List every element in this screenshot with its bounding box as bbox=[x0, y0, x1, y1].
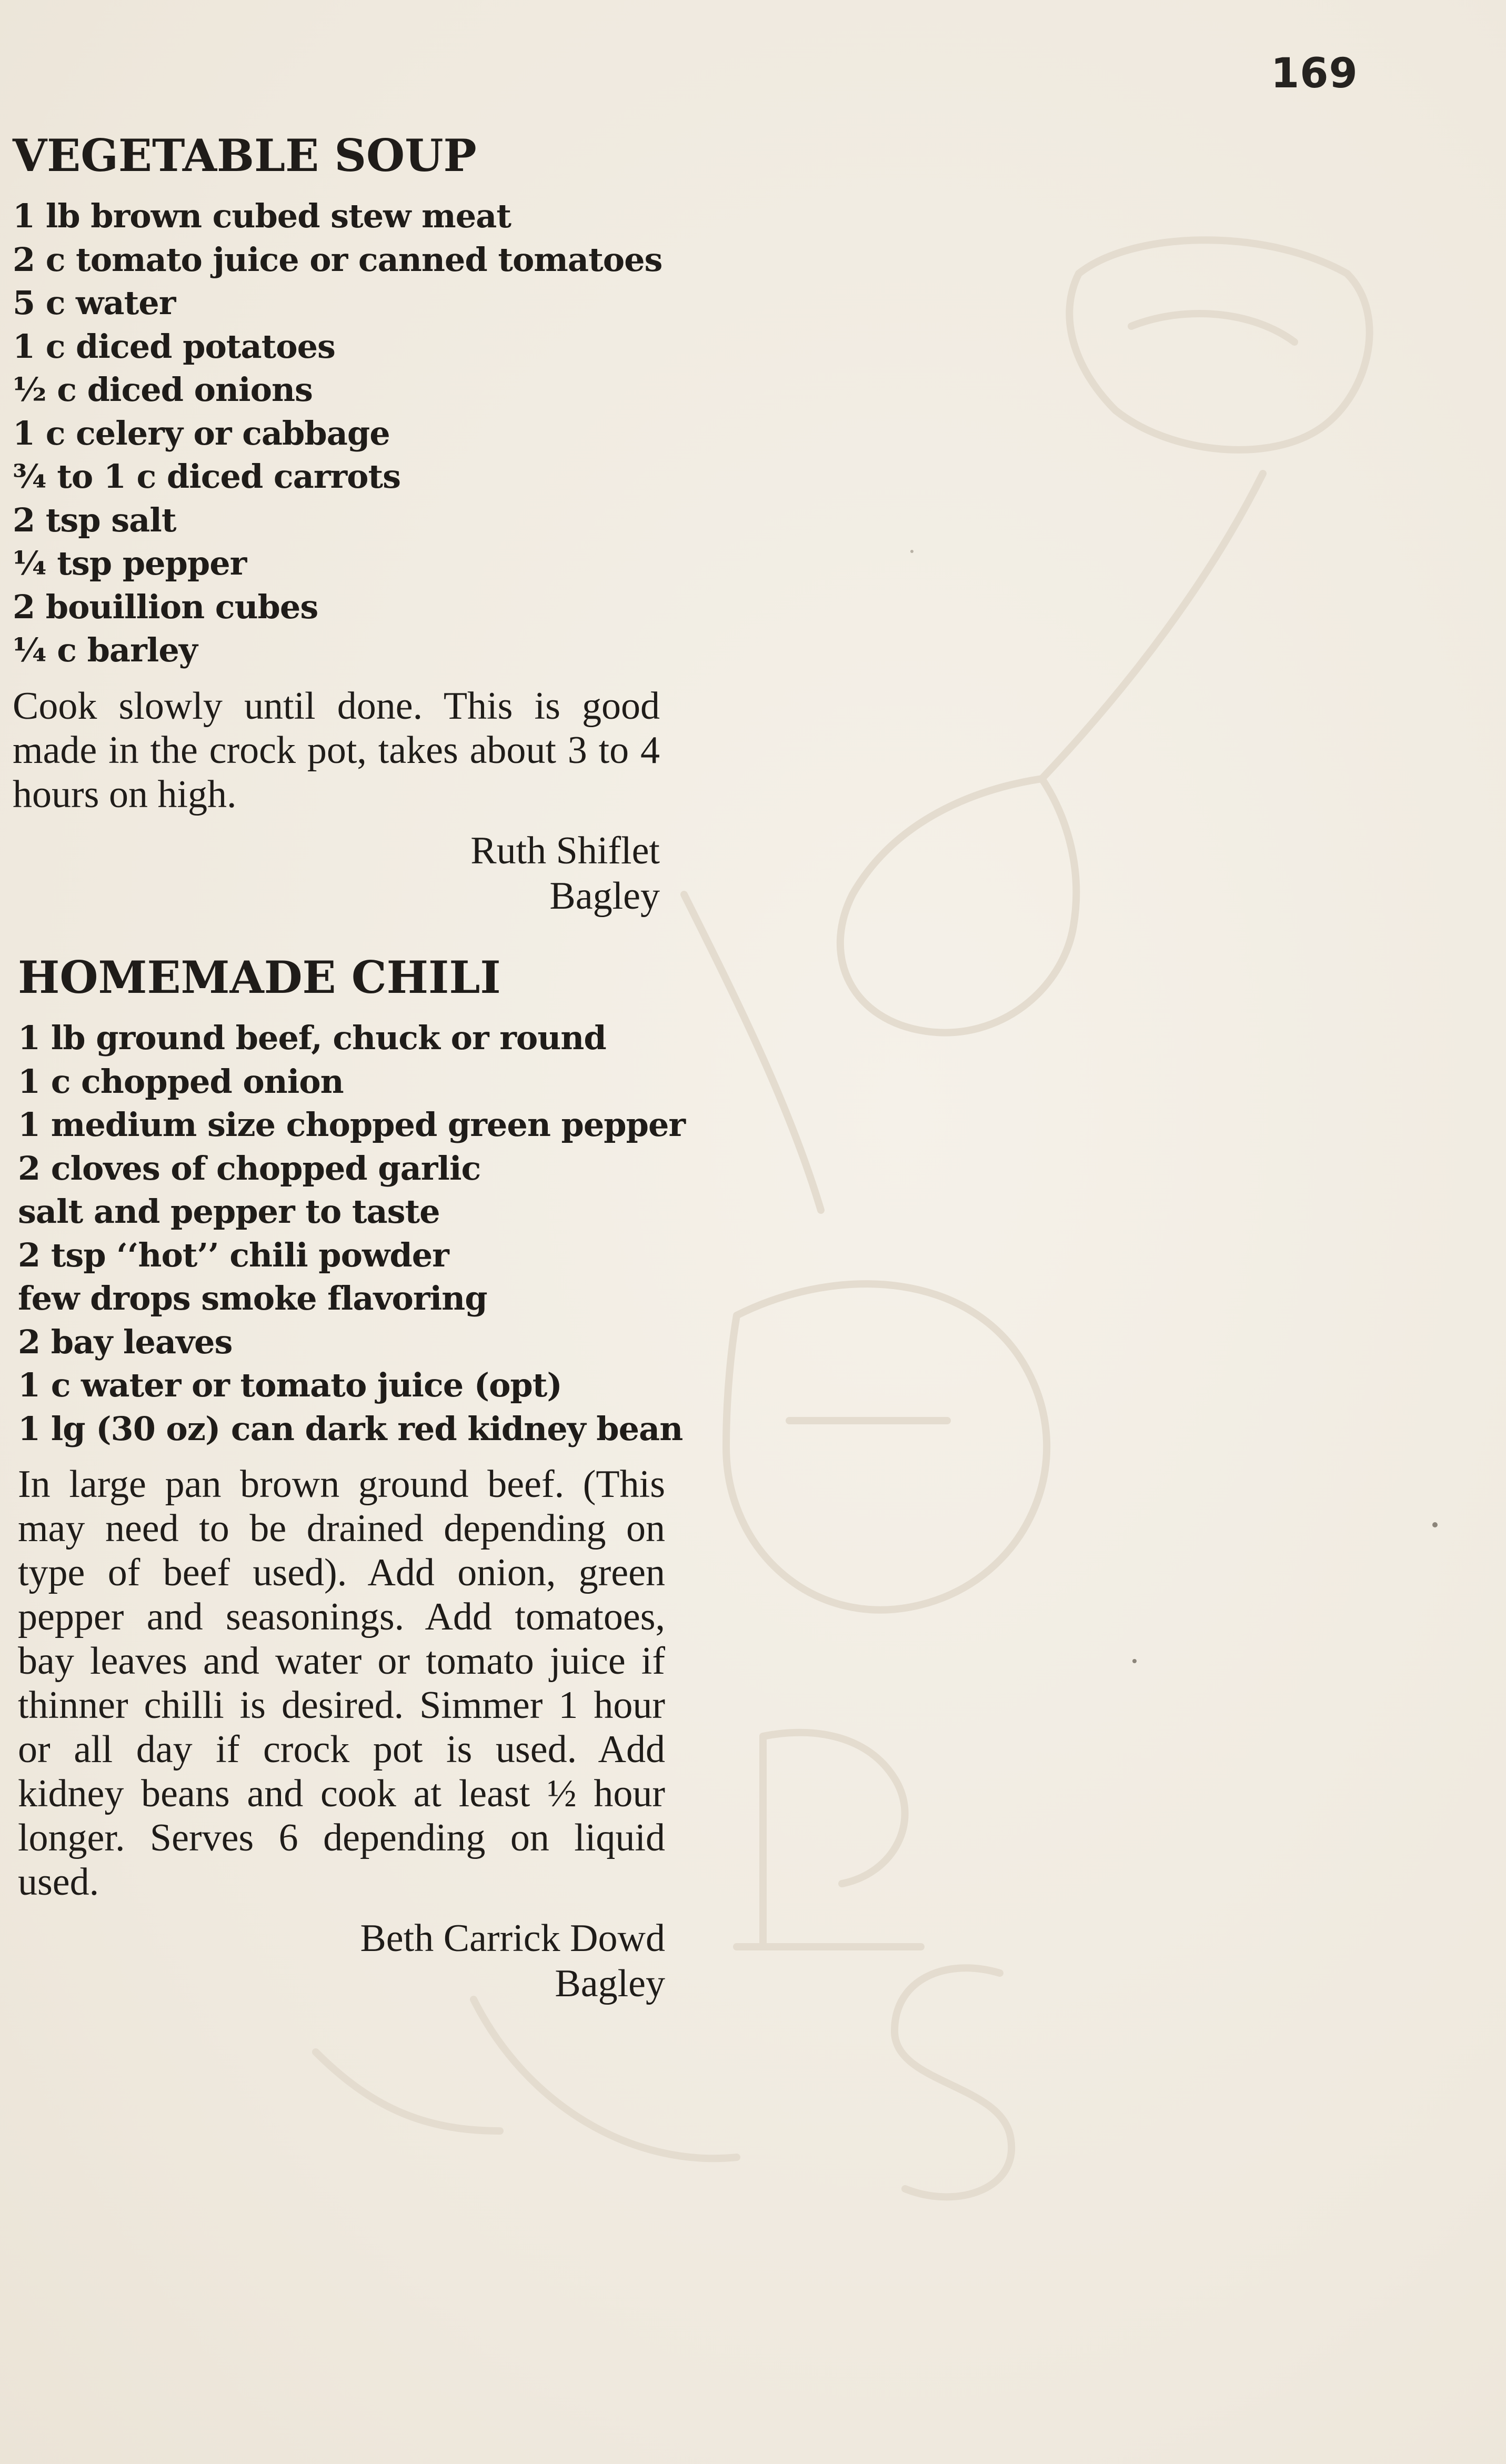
recipe-homemade-chili bbox=[18, 951, 686, 2006]
recipe-directions: In large pan brown ground beef. (This may need to be drained depending on type of beef used). Add onion, green pepper and seasonings. Add tomatoes, bay leaves and water or tomato juice if thinner chilli is desired. Simmer 1 hour or all day if crock pot is used. Add kidney beans and cook at least ½ hour longer. Serves 6 depending on liquid used. bbox=[18, 1463, 665, 1904]
recipe-location: Bagley bbox=[549, 874, 660, 918]
ingredient-item: 2 tsp ‘‘hot’’ chili powder bbox=[18, 1235, 449, 1274]
ingredient-item: 1 c chopped onion bbox=[18, 1062, 344, 1101]
recipe-directions: Cook slowly until done. This is good made in the crock pot, takes about 3 to 4 hours on high. bbox=[13, 684, 660, 816]
recipe-title: VEGETABLE SOUP bbox=[13, 129, 477, 182]
paper-speck bbox=[910, 550, 913, 553]
ingredient-item: 1 c diced potatoes bbox=[13, 327, 335, 366]
ingredient-item: 2 c tomato juice or canned tomatoes bbox=[13, 240, 662, 279]
ingredient-item: ½ c diced onions bbox=[13, 370, 313, 409]
ingredient-item: 1 lb ground beef, chuck or round bbox=[18, 1019, 606, 1058]
recipe-vegetable-soup bbox=[13, 129, 662, 919]
ingredient-item: 2 bouillion cubes bbox=[13, 587, 318, 626]
recipe-signature bbox=[13, 828, 660, 919]
ingredient-item: 1 lg (30 oz) can dark red kidney bean bbox=[18, 1409, 683, 1448]
ingredient-item: 1 c celery or cabbage bbox=[13, 414, 390, 452]
ingredient-item: 1 lb brown cubed stew meat bbox=[13, 197, 511, 236]
ingredient-list bbox=[18, 1017, 686, 1451]
ingredient-item: 2 bay leaves bbox=[18, 1322, 233, 1361]
ingredient-item: 5 c water bbox=[13, 284, 176, 323]
ingredient-item: 2 cloves of chopped garlic bbox=[18, 1149, 481, 1188]
ingredient-list bbox=[13, 195, 660, 672]
recipe-signature bbox=[18, 1916, 665, 2006]
ingredient-item: 1 medium size chopped green pepper bbox=[18, 1105, 686, 1144]
paper-speck bbox=[1132, 1659, 1137, 1663]
recipe-author: Ruth Shiflet bbox=[470, 829, 660, 872]
ingredient-item: 2 tsp salt bbox=[13, 500, 176, 539]
recipe-title: HOMEMADE CHILI bbox=[18, 951, 501, 1003]
recipe-location: Bagley bbox=[555, 1962, 665, 2006]
ingredient-item: 1 c water or tomato juice (opt) bbox=[18, 1366, 562, 1405]
paper-speck bbox=[1432, 1522, 1438, 1527]
ingredient-item: ¼ c barley bbox=[13, 631, 197, 670]
ingredient-item: ¾ to 1 c diced carrots bbox=[13, 457, 401, 496]
page-number: 169 bbox=[1271, 50, 1358, 97]
ingredient-item: ¼ tsp pepper bbox=[13, 544, 247, 583]
ingredient-item: few drops smoke flavoring bbox=[18, 1279, 487, 1318]
ingredient-item: salt and pepper to taste bbox=[18, 1192, 440, 1231]
recipe-author: Beth Carrick Dowd bbox=[360, 1917, 665, 1960]
